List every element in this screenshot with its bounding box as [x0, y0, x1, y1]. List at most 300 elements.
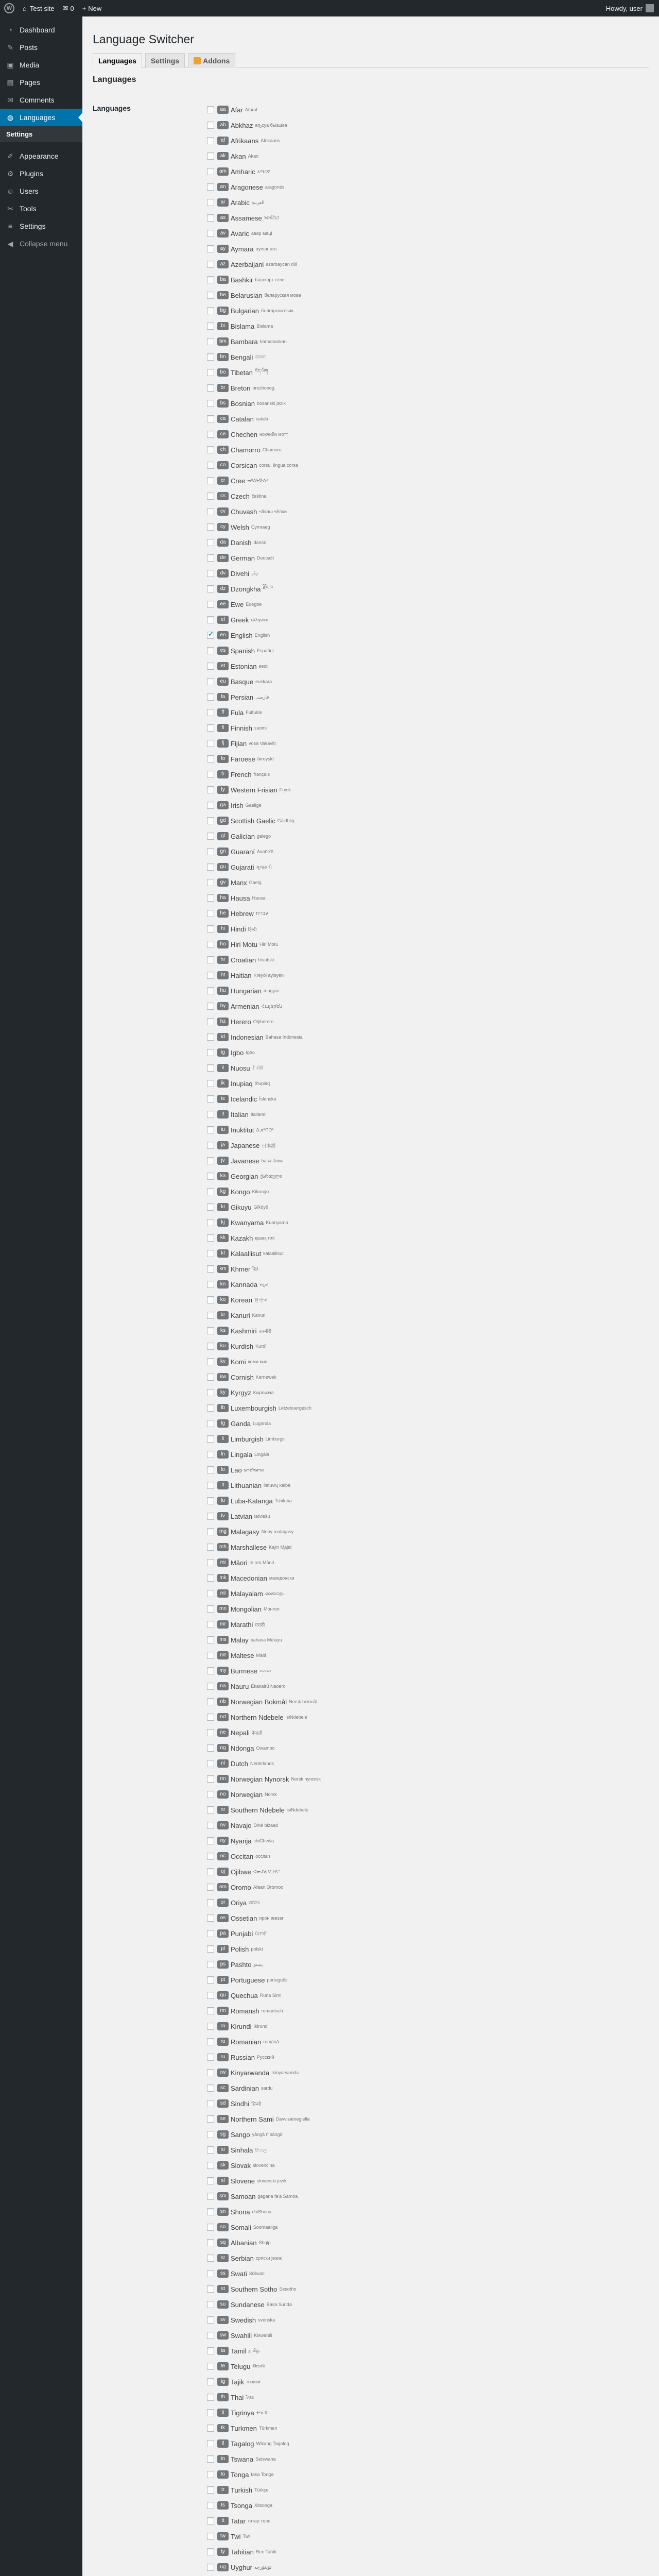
language-checkbox[interactable]: [207, 894, 214, 902]
language-checkbox[interactable]: [207, 1791, 214, 1798]
language-checkbox[interactable]: [207, 230, 214, 237]
language-checkbox[interactable]: [207, 1343, 214, 1350]
language-checkbox[interactable]: [207, 323, 214, 330]
language-checkbox[interactable]: [207, 987, 214, 994]
language-option-hu[interactable]: [207, 983, 516, 998]
language-option-ik[interactable]: [207, 1076, 516, 1091]
language-checkbox[interactable]: [207, 2533, 214, 2540]
language-option-oj[interactable]: [207, 1864, 516, 1879]
language-option-gn[interactable]: [207, 844, 516, 859]
language-option-kw[interactable]: [207, 1369, 516, 1385]
language-checkbox[interactable]: [207, 1930, 214, 1937]
language-option-sm[interactable]: [207, 2189, 516, 2204]
language-option-ru[interactable]: [207, 2049, 516, 2065]
language-checkbox[interactable]: [207, 1574, 214, 1582]
language-checkbox[interactable]: [207, 709, 214, 716]
language-checkbox[interactable]: [207, 183, 214, 191]
language-option-be[interactable]: [207, 287, 516, 303]
language-option-aa[interactable]: [207, 102, 516, 117]
language-option-hr[interactable]: [207, 952, 516, 968]
language-checkbox[interactable]: [207, 925, 214, 933]
language-option-av[interactable]: [207, 226, 516, 241]
language-option-as[interactable]: [207, 210, 516, 226]
language-option-hy[interactable]: [207, 998, 516, 1014]
language-option-ty[interactable]: [207, 2544, 516, 2560]
sidebar-item-plugins[interactable]: [0, 165, 82, 182]
language-checkbox[interactable]: [207, 601, 214, 608]
language-option-tt[interactable]: [207, 2513, 516, 2529]
language-option-sw[interactable]: [207, 2328, 516, 2343]
language-option-iu[interactable]: [207, 1122, 516, 1138]
language-option-ln[interactable]: [207, 1447, 516, 1462]
language-checkbox[interactable]: [207, 1404, 214, 1412]
language-option-ga[interactable]: [207, 798, 516, 813]
language-checkbox[interactable]: [207, 663, 214, 670]
submenu-settings[interactable]: Settings: [0, 126, 82, 142]
language-option-az[interactable]: [207, 257, 516, 272]
language-option-el[interactable]: [207, 612, 516, 628]
language-option-ku[interactable]: [207, 1338, 516, 1354]
language-checkbox[interactable]: [207, 1544, 214, 1551]
language-checkbox[interactable]: [207, 1605, 214, 1613]
language-option-de[interactable]: [207, 550, 516, 566]
language-checkbox[interactable]: [207, 2069, 214, 2076]
language-checkbox[interactable]: [207, 1714, 214, 1721]
language-option-nb[interactable]: [207, 1694, 516, 1709]
language-option-nd[interactable]: [207, 1709, 516, 1725]
language-checkbox[interactable]: [207, 1899, 214, 1906]
language-checkbox[interactable]: [207, 1126, 214, 1133]
language-option-ps[interactable]: [207, 1957, 516, 1972]
language-checkbox[interactable]: [207, 1698, 214, 1705]
language-checkbox[interactable]: [207, 477, 214, 484]
language-option-rn[interactable]: [207, 2019, 516, 2034]
language-checkbox[interactable]: [207, 956, 214, 963]
language-checkbox[interactable]: [207, 833, 214, 840]
language-checkbox[interactable]: [207, 632, 214, 639]
language-option-fa[interactable]: [207, 689, 516, 705]
language-checkbox[interactable]: [207, 1095, 214, 1103]
language-checkbox[interactable]: [207, 353, 214, 361]
language-option-mt[interactable]: [207, 1648, 516, 1663]
language-option-rm[interactable]: [207, 2003, 516, 2019]
language-option-mi[interactable]: [207, 1555, 516, 1570]
language-checkbox[interactable]: [207, 1621, 214, 1628]
language-option-ug[interactable]: [207, 2560, 516, 2575]
language-option-kk[interactable]: [207, 1230, 516, 1246]
language-checkbox[interactable]: [207, 2440, 214, 2447]
language-option-se[interactable]: [207, 2111, 516, 2127]
language-checkbox[interactable]: [207, 1837, 214, 1844]
language-option-kl[interactable]: [207, 1246, 516, 1261]
language-option-hz[interactable]: [207, 1014, 516, 1029]
sidebar-item-settings[interactable]: [0, 217, 82, 235]
language-option-ho[interactable]: [207, 937, 516, 952]
language-option-ts[interactable]: [207, 2498, 516, 2513]
account-menu[interactable]: [606, 4, 659, 12]
language-option-tn[interactable]: [207, 2451, 516, 2467]
language-checkbox[interactable]: [207, 415, 214, 422]
language-option-dv[interactable]: [207, 566, 516, 581]
language-checkbox[interactable]: [207, 1822, 214, 1829]
collapse-menu-button[interactable]: [0, 235, 82, 252]
language-checkbox[interactable]: [207, 523, 214, 531]
language-checkbox[interactable]: [207, 2177, 214, 2184]
language-checkbox[interactable]: [207, 740, 214, 747]
language-option-cv[interactable]: [207, 504, 516, 519]
language-checkbox[interactable]: [207, 2332, 214, 2339]
language-checkbox[interactable]: [207, 1497, 214, 1504]
language-option-lo[interactable]: [207, 1462, 516, 1478]
language-checkbox[interactable]: [207, 755, 214, 762]
language-option-gu[interactable]: [207, 859, 516, 875]
language-checkbox[interactable]: [207, 2425, 214, 2432]
language-checkbox[interactable]: [207, 2038, 214, 2045]
language-checkbox[interactable]: [207, 1327, 214, 1334]
language-option-ta[interactable]: [207, 2343, 516, 2359]
language-option-kg[interactable]: [207, 1184, 516, 1199]
language-checkbox[interactable]: [207, 1729, 214, 1736]
language-checkbox[interactable]: [207, 2502, 214, 2509]
language-checkbox[interactable]: [207, 2023, 214, 2030]
language-option-lu[interactable]: [207, 1493, 516, 1509]
wordpress-menu[interactable]: [0, 0, 19, 16]
language-option-ay[interactable]: [207, 241, 516, 257]
language-option-ee[interactable]: [207, 597, 516, 612]
language-checkbox[interactable]: [207, 2054, 214, 2061]
language-option-ki[interactable]: [207, 1199, 516, 1215]
language-option-na[interactable]: [207, 1679, 516, 1694]
language-checkbox[interactable]: [207, 2409, 214, 2416]
language-checkbox[interactable]: [207, 910, 214, 917]
language-option-ce[interactable]: [207, 427, 516, 442]
language-option-pl[interactable]: [207, 1941, 516, 1957]
language-checkbox[interactable]: [207, 276, 214, 283]
language-checkbox[interactable]: [207, 508, 214, 515]
language-option-tl[interactable]: [207, 2436, 516, 2451]
language-option-my[interactable]: [207, 1663, 516, 1679]
language-checkbox[interactable]: [207, 1157, 214, 1164]
language-option-gd[interactable]: [207, 813, 516, 828]
language-option-kj[interactable]: [207, 1215, 516, 1230]
language-option-cy[interactable]: [207, 519, 516, 535]
language-checkbox[interactable]: [207, 1884, 214, 1891]
language-checkbox[interactable]: [207, 384, 214, 392]
language-checkbox[interactable]: [207, 1945, 214, 1953]
language-checkbox[interactable]: [207, 771, 214, 778]
language-checkbox[interactable]: [207, 1435, 214, 1443]
language-checkbox[interactable]: [207, 2564, 214, 2571]
language-checkbox[interactable]: [207, 446, 214, 453]
language-option-ny[interactable]: [207, 1833, 516, 1849]
sidebar-item-languages[interactable]: [0, 109, 82, 126]
language-option-ba[interactable]: [207, 272, 516, 287]
language-checkbox[interactable]: [207, 1374, 214, 1381]
language-option-eu[interactable]: [207, 674, 516, 689]
language-checkbox[interactable]: [207, 369, 214, 376]
language-checkbox[interactable]: [207, 1961, 214, 1968]
language-checkbox[interactable]: [207, 1976, 214, 1984]
language-option-ks[interactable]: [207, 1323, 516, 1338]
language-option-fi[interactable]: [207, 720, 516, 736]
language-checkbox[interactable]: [207, 137, 214, 144]
language-option-sn[interactable]: [207, 2204, 516, 2219]
language-checkbox[interactable]: [207, 1466, 214, 1473]
language-option-br[interactable]: [207, 380, 516, 396]
language-checkbox[interactable]: [207, 1744, 214, 1752]
language-checkbox[interactable]: [207, 678, 214, 685]
sidebar-item-media[interactable]: [0, 56, 82, 74]
language-option-ab[interactable]: [207, 117, 516, 133]
language-checkbox[interactable]: [207, 941, 214, 948]
language-checkbox[interactable]: [207, 2270, 214, 2277]
language-checkbox[interactable]: [207, 1683, 214, 1690]
language-option-jv[interactable]: [207, 1153, 516, 1168]
sidebar-item-dashboard[interactable]: [0, 21, 82, 39]
language-checkbox[interactable]: [207, 1760, 214, 1767]
language-option-nr[interactable]: [207, 1802, 516, 1818]
tab-addons[interactable]: [188, 53, 235, 68]
sidebar-item-appearance[interactable]: [0, 147, 82, 165]
language-checkbox[interactable]: [207, 2239, 214, 2246]
language-checkbox[interactable]: [207, 292, 214, 299]
language-checkbox[interactable]: [207, 1111, 214, 1118]
language-checkbox[interactable]: [207, 199, 214, 206]
language-checkbox[interactable]: [207, 2363, 214, 2370]
language-option-om[interactable]: [207, 1879, 516, 1895]
language-option-dz[interactable]: [207, 581, 516, 597]
language-option-an[interactable]: [207, 179, 516, 195]
language-option-ca[interactable]: [207, 411, 516, 427]
language-option-rw[interactable]: [207, 2065, 516, 2080]
language-option-mg[interactable]: [207, 1524, 516, 1539]
language-checkbox[interactable]: [207, 2517, 214, 2524]
language-option-gl[interactable]: [207, 828, 516, 844]
language-option-to[interactable]: [207, 2467, 516, 2482]
language-option-pa[interactable]: [207, 1926, 516, 1941]
language-option-bn[interactable]: [207, 349, 516, 365]
language-option-tr[interactable]: [207, 2482, 516, 2498]
language-option-mk[interactable]: [207, 1570, 516, 1586]
language-checkbox[interactable]: [207, 1853, 214, 1860]
language-checkbox[interactable]: [207, 1482, 214, 1489]
language-checkbox[interactable]: [207, 2115, 214, 2123]
language-option-su[interactable]: [207, 2297, 516, 2312]
language-option-am[interactable]: [207, 164, 516, 179]
language-option-lg[interactable]: [207, 1416, 516, 1431]
language-option-ig[interactable]: [207, 1045, 516, 1060]
language-checkbox[interactable]: [207, 2301, 214, 2308]
language-option-sq[interactable]: [207, 2235, 516, 2250]
language-checkbox[interactable]: [207, 1451, 214, 1458]
language-checkbox[interactable]: [207, 972, 214, 979]
language-checkbox[interactable]: [207, 2486, 214, 2494]
language-checkbox[interactable]: [207, 1064, 214, 1072]
language-checkbox[interactable]: [207, 1018, 214, 1025]
language-option-sv[interactable]: [207, 2312, 516, 2328]
language-checkbox[interactable]: [207, 554, 214, 562]
language-checkbox[interactable]: [207, 539, 214, 546]
language-checkbox[interactable]: [207, 724, 214, 732]
language-checkbox[interactable]: [207, 616, 214, 623]
language-option-or[interactable]: [207, 1895, 516, 1910]
language-checkbox[interactable]: [207, 1080, 214, 1087]
language-checkbox[interactable]: [207, 2347, 214, 2354]
language-option-kn[interactable]: [207, 1277, 516, 1292]
language-checkbox[interactable]: [207, 1868, 214, 1875]
language-option-ha[interactable]: [207, 890, 516, 906]
language-checkbox[interactable]: [207, 122, 214, 129]
language-option-so[interactable]: [207, 2219, 516, 2235]
language-checkbox[interactable]: [207, 1003, 214, 1010]
language-option-th[interactable]: [207, 2389, 516, 2405]
tab-settings[interactable]: [145, 53, 185, 68]
sidebar-item-posts[interactable]: [0, 39, 82, 56]
language-option-fj[interactable]: [207, 736, 516, 751]
language-checkbox[interactable]: [207, 2394, 214, 2401]
language-checkbox[interactable]: [207, 1173, 214, 1180]
language-option-cr[interactable]: [207, 473, 516, 488]
language-checkbox[interactable]: [207, 1234, 214, 1242]
language-option-ch[interactable]: [207, 442, 516, 457]
language-checkbox[interactable]: [207, 848, 214, 855]
language-option-ht[interactable]: [207, 968, 516, 983]
language-option-cs[interactable]: [207, 488, 516, 504]
language-checkbox[interactable]: [207, 786, 214, 793]
language-checkbox[interactable]: [207, 1204, 214, 1211]
language-option-oc[interactable]: [207, 1849, 516, 1864]
language-option-kr[interactable]: [207, 1308, 516, 1323]
language-checkbox[interactable]: [207, 693, 214, 701]
language-option-bi[interactable]: [207, 318, 516, 334]
language-option-ka[interactable]: [207, 1168, 516, 1184]
language-option-lv[interactable]: [207, 1509, 516, 1524]
language-option-tk[interactable]: [207, 2420, 516, 2436]
language-checkbox[interactable]: [207, 863, 214, 871]
language-option-tw[interactable]: [207, 2529, 516, 2544]
language-checkbox[interactable]: [207, 1358, 214, 1365]
language-checkbox[interactable]: [207, 1049, 214, 1056]
site-name-link[interactable]: [19, 0, 59, 16]
language-option-te[interactable]: [207, 2359, 516, 2374]
language-option-co[interactable]: [207, 457, 516, 473]
language-checkbox[interactable]: [207, 2378, 214, 2385]
language-checkbox[interactable]: [207, 1775, 214, 1783]
language-option-ng[interactable]: [207, 1740, 516, 1756]
language-option-bg[interactable]: [207, 303, 516, 318]
language-checkbox[interactable]: [207, 1590, 214, 1597]
language-option-sk[interactable]: [207, 2158, 516, 2173]
tab-languages[interactable]: [93, 53, 142, 69]
sidebar-item-tools[interactable]: [0, 200, 82, 217]
language-option-sg[interactable]: [207, 2127, 516, 2142]
language-option-ff[interactable]: [207, 705, 516, 720]
language-option-nn[interactable]: [207, 1771, 516, 1787]
language-checkbox[interactable]: [207, 2146, 214, 2154]
language-option-ar[interactable]: [207, 195, 516, 210]
language-checkbox[interactable]: [207, 1188, 214, 1195]
language-checkbox[interactable]: [207, 1142, 214, 1149]
language-checkbox[interactable]: [207, 817, 214, 824]
language-checkbox[interactable]: [207, 1992, 214, 1999]
language-option-ms[interactable]: [207, 1632, 516, 1648]
sidebar-item-comments[interactable]: [0, 91, 82, 109]
language-checkbox[interactable]: [207, 1312, 214, 1319]
language-checkbox[interactable]: [207, 2548, 214, 2555]
language-checkbox[interactable]: [207, 1528, 214, 1535]
language-option-ss[interactable]: [207, 2266, 516, 2281]
language-checkbox[interactable]: [207, 2285, 214, 2293]
language-option-sl[interactable]: [207, 2173, 516, 2189]
language-option-gv[interactable]: [207, 875, 516, 890]
language-option-bm[interactable]: [207, 334, 516, 349]
language-option-ne[interactable]: [207, 1725, 516, 1740]
language-checkbox[interactable]: [207, 570, 214, 577]
language-checkbox[interactable]: [207, 647, 214, 654]
language-checkbox[interactable]: [207, 1806, 214, 1814]
language-option-sr[interactable]: [207, 2250, 516, 2266]
language-option-ii[interactable]: [207, 1060, 516, 1076]
language-option-lt[interactable]: [207, 1478, 516, 1493]
language-option-fo[interactable]: [207, 751, 516, 767]
language-checkbox[interactable]: [207, 1513, 214, 1520]
language-checkbox[interactable]: [207, 307, 214, 314]
language-option-he[interactable]: [207, 906, 516, 921]
language-option-sc[interactable]: [207, 2080, 516, 2096]
language-checkbox[interactable]: [207, 245, 214, 252]
sidebar-item-users[interactable]: [0, 182, 82, 200]
language-checkbox[interactable]: [207, 1265, 214, 1273]
language-option-es[interactable]: [207, 643, 516, 658]
language-option-mh[interactable]: [207, 1539, 516, 1555]
language-option-nv[interactable]: [207, 1818, 516, 1833]
language-checkbox[interactable]: [207, 2193, 214, 2200]
language-option-kv[interactable]: [207, 1354, 516, 1369]
language-option-ml[interactable]: [207, 1586, 516, 1601]
language-checkbox[interactable]: [207, 400, 214, 407]
language-checkbox[interactable]: [207, 2131, 214, 2138]
language-checkbox[interactable]: [207, 1389, 214, 1396]
language-checkbox[interactable]: [207, 802, 214, 809]
language-checkbox[interactable]: [207, 2455, 214, 2463]
new-content-link[interactable]: [78, 0, 106, 16]
language-checkbox[interactable]: [207, 2100, 214, 2107]
language-option-et[interactable]: [207, 658, 516, 674]
language-checkbox[interactable]: [207, 338, 214, 345]
language-checkbox[interactable]: [207, 1250, 214, 1257]
language-checkbox[interactable]: [207, 2255, 214, 2262]
language-checkbox[interactable]: [207, 462, 214, 469]
language-checkbox[interactable]: [207, 1559, 214, 1566]
language-option-it[interactable]: [207, 1107, 516, 1122]
language-option-bs[interactable]: [207, 396, 516, 411]
language-option-is[interactable]: [207, 1091, 516, 1107]
language-checkbox[interactable]: [207, 493, 214, 500]
language-checkbox[interactable]: [207, 152, 214, 160]
language-checkbox[interactable]: [207, 1033, 214, 1041]
language-option-si[interactable]: [207, 2142, 516, 2158]
language-option-ja[interactable]: [207, 1138, 516, 1153]
language-option-ak[interactable]: [207, 148, 516, 164]
language-option-ro[interactable]: [207, 2034, 516, 2049]
language-option-qu[interactable]: [207, 1988, 516, 2003]
language-option-lb[interactable]: [207, 1400, 516, 1416]
language-checkbox[interactable]: [207, 879, 214, 886]
language-option-tg[interactable]: [207, 2374, 516, 2389]
comments-link[interactable]: [59, 0, 78, 16]
sidebar-item-pages[interactable]: [0, 74, 82, 91]
language-option-hi[interactable]: [207, 921, 516, 937]
